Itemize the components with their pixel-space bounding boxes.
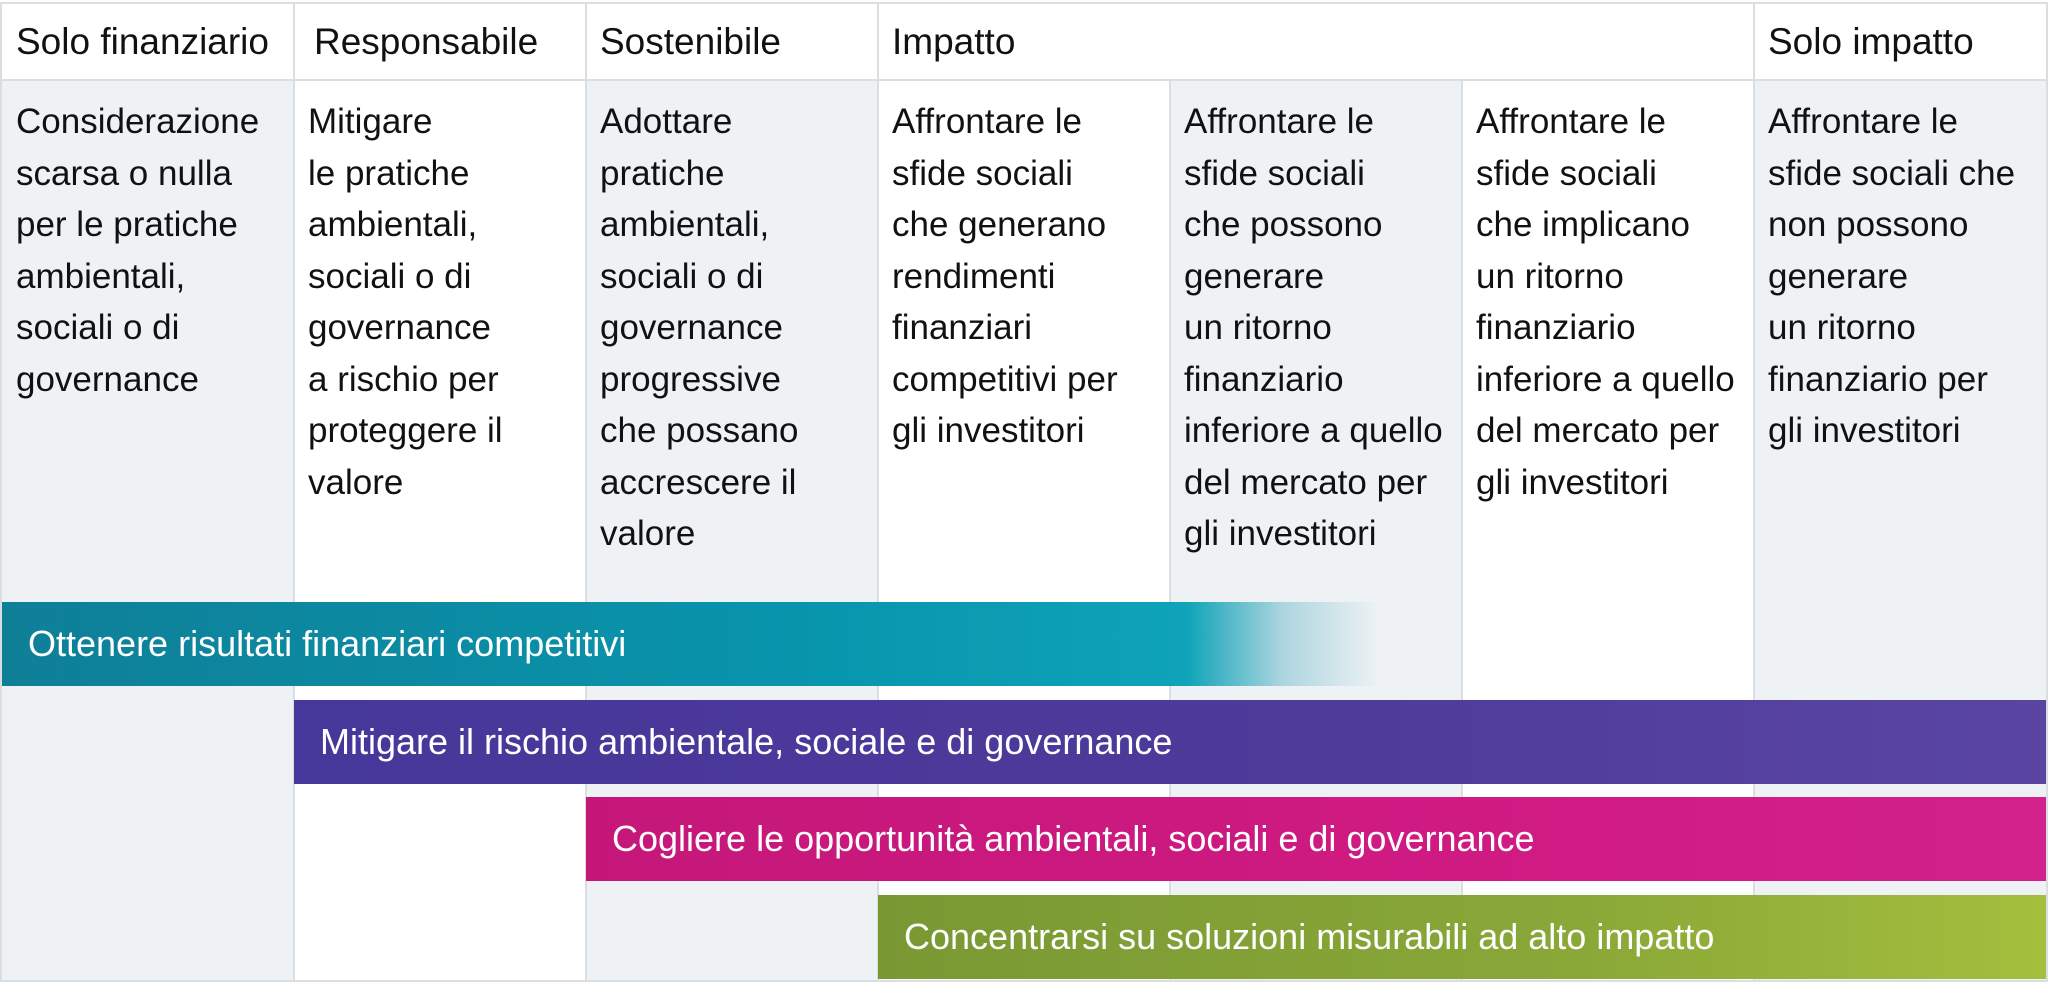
header-solo-impatto: Solo impatto	[1768, 21, 1974, 62]
bar-esg-risk: Mitigare il rischio ambientale, sociale e di governance	[294, 700, 2046, 784]
bar-high-impact-solutions: Concentrarsi su soluzioni misurabili ad alto impatto	[878, 895, 2046, 979]
bar-financial-returns: Ottenere risultati finanziari competitivi	[2, 602, 1380, 686]
header-impatto: Impatto	[892, 21, 1016, 62]
description-solo-impatto: Affrontare le sfide sociali che non possono generare un ritorno finanziario per gli investitori	[1768, 102, 2016, 450]
table-bottom-border	[0, 980, 2048, 982]
description-impatto-sotto-mercato: Affrontare le sfide sociali che possono generare un ritorno finanziario inferiore a quello del mercato per gli investitori	[1184, 102, 1443, 553]
description-sostenibile: Adottare pratiche ambientali, sociali o di governance progressive che possano accrescere il valore	[600, 102, 799, 553]
description-responsabile: Mitigare le pratiche ambientali, sociali o di governance a rischio per proteggere il valore	[308, 102, 503, 502]
header-sostenibile: Sostenibile	[600, 21, 782, 62]
description-impatto-ritorno-inferiore: Affrontare le sfide sociali che implicano un ritorno finanziario inferiore a quello del mercato per gli investitori	[1476, 102, 1735, 502]
header-solo-finanziario: Solo finanziario	[16, 21, 269, 62]
header-responsabile: Responsabile	[314, 21, 539, 62]
bar-esg-opportunity: Cogliere le opportunità ambientali, sociali e di governance	[586, 797, 2046, 881]
description-solo-finanziario: Considerazione scarsa o nulla per le pratiche ambientali, sociali o di governance	[16, 102, 260, 399]
description-impatto-competitivo: Affrontare le sfide sociali che generano rendimenti finanziari competitivi per gli investitori	[892, 102, 1118, 450]
